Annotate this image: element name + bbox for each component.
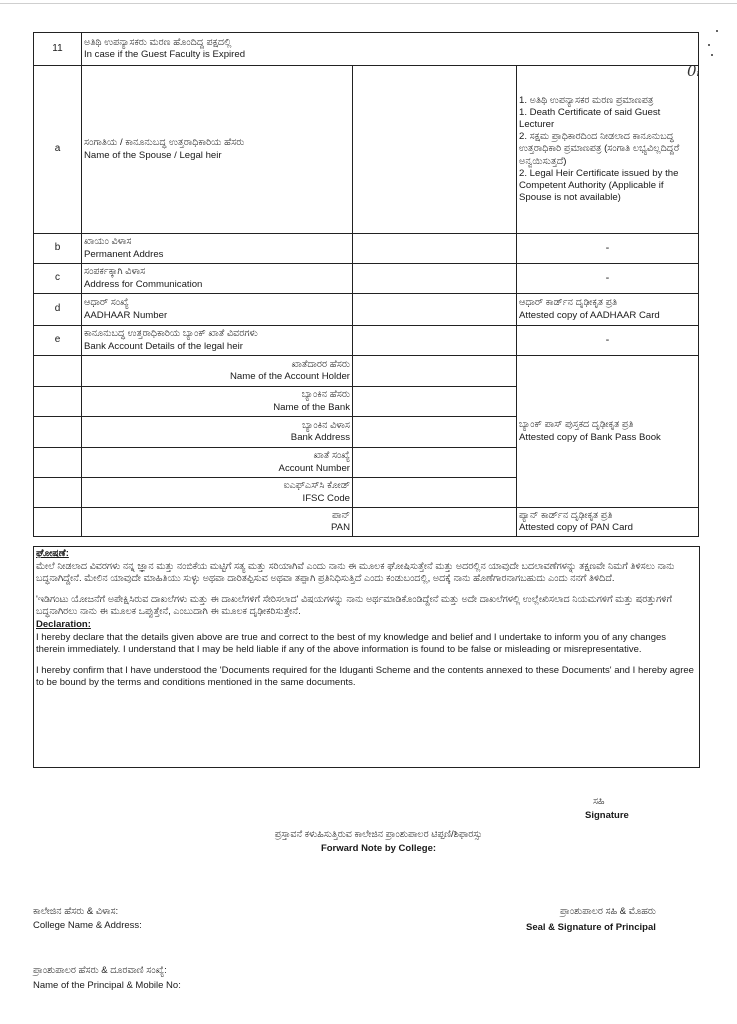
label-english: Bank Account Details of the legal heir (84, 340, 243, 352)
label-english: IFSC Code (302, 492, 350, 504)
signature-label: Signature (585, 810, 629, 821)
label-kannada: ಸಂಗಾತಿಯ / ಕಾನೂನುಬದ್ಧ ಉತ್ತರಾಧಿಕಾರಿಯ ಹೆಸರು (84, 137, 245, 149)
declaration-para1-kannada: ಮೇಲೆ ನೀಡಲಾದ ವಿವರಗಳು ನನ್ನ ಜ್ಞಾನ ಮತ್ತು ನಂಬಿಕೆಯ ಮಟ್ಟಿಗೆ ಸತ್ಯ ಮತ್ತು ಸರಿಯಾಗಿವೆ ಎಂದು ನಾನು ಈ ಮೂಲಕ ಘೋಷಿಸುತ್ತೇನೆ ಮತ್ತು ಅದರಲ್ಲಿನ ಯಾವುದೇ ಬದಲಾವಣೆಗಳನ್ನು ತಕ್ಷಣವೇ ನಿಮಗೆ ತಿಳಿಸಲು ನಾನು ಬದ್ಧನಾಗಿದ್ದೇನೆ. ಮೇಲಿನ ಯಾವುದೇ ಮಾಹಿತಿಯು ಸುಳ್ಳು ಅಥವಾ ದಾರಿತಪ್ಪಿಸುವ ಅಥವಾ ತಪ್ಪಾಗಿ ಪ್ರತಿನಿಧಿಸುತ್ತಿದೆ ಎಂದು ಕಂಡುಬಂದಲ್ಲಿ, ಅದಕ್ಕೆ ನಾನು ಹೊಣೆಗಾರನಾಗಬಹುದು ಎಂದು ನನಗೆ ತಿಳಿದಿದೆ. (36, 560, 675, 585)
label-kannada: ಆಧಾರ್ ಸಂಖ್ಯೆ (84, 297, 129, 309)
row-b (34, 234, 699, 264)
label-kannada: ಖಾತೆದಾರರ ಹೆಸರು (291, 358, 350, 370)
declaration-title-kannada: ಘೋಷಣೆ: (36, 548, 69, 559)
row-number: d (34, 294, 82, 326)
label-kannada: ಖಾಯಂ ವಿಳಾಸ (84, 236, 132, 248)
declaration-para2-kannada: 'ಇಡಿಗಂಟು ಯೋಜನೆಗೆ ಅಪೇಕ್ಷಿಸಿರುವ ದಾಖಲೆಗಳು ಮತ್ತು ಈ ದಾಖಲೆಗಳಿಗೆ ಸೇರಿಸಲಾದ' ವಿಷಯಗಳನ್ನು ನಾನು ಅರ್ಥಮಾಡಿಕೊಂಡಿದ್ದೇನೆ ಮತ್ತು ಅದೇ ದಾಖಲೆಗಳಲ್ಲಿ ಉಲ್ಲೇಖಿಸಲಾದ ನಿಯಮಗಳಿಗೆ ಮತ್ತು ಷರತ್ತುಗಳಿಗೆ ಬದ್ಧನಾಗಿರಲು ನಾನು ಈ ಮೂಲಕ ಒಪ್ಪುತ್ತೇನೆ, ಎಂಬುದಾಗಿ ಈ ಮೂಲಕ ದೃಢೀಕರಿಸುತ್ತೇನೆ. (36, 593, 672, 618)
forward-note-title: Forward Note by College: (320, 843, 437, 854)
ifsc-code-field[interactable] (353, 478, 517, 508)
doc-dash: - (517, 234, 699, 264)
doc-dash: - (517, 326, 699, 356)
principal-name-label: Name of the Principal & Mobile No: (33, 980, 181, 991)
doc-english: Attested copy of PAN Card (519, 522, 633, 533)
row-label (82, 478, 353, 508)
empty-cell (34, 448, 82, 478)
row-a (34, 66, 699, 234)
empty-cell (34, 356, 82, 387)
label-kannada: ಬ್ಯಾಂಕಿನ ಹೆಸರು (301, 389, 350, 401)
row-label (82, 387, 353, 417)
label-kannada: ಖಾತೆ ಸಂಖ್ಯೆ (313, 450, 350, 462)
row-label (82, 326, 353, 356)
declaration-para2: I hereby confirm that I have understood the 'Documents required for the Iduganti Scheme and the contents annexed to these Documents' and I hereby agree to be bound by the terms and conditions mentioned in the same documents. (36, 664, 694, 689)
label-kannada: ಸಂಪರ್ಕಕ್ಕಾಗಿ ವಿಳಾಸ (84, 266, 146, 278)
row-number: c (34, 264, 82, 294)
doc-kannada: ಬ್ಯಾಂಕ್ ಪಾಸ್ ಪುಸ್ತಕದ ದೃಢೀಕೃತ ಪ್ರತಿ (519, 419, 634, 431)
row-e (34, 326, 699, 356)
scan-dot (708, 44, 710, 46)
row-label (82, 33, 699, 66)
label-english: Permanent Addres (84, 248, 164, 260)
row-c (34, 264, 699, 294)
bank-name-field[interactable] (353, 387, 517, 417)
row-label (82, 417, 353, 448)
label-kannada: ಅತಿಥಿ ಉಪನ್ಯಾಸಕರು ಮರಣ ಹೊಂದಿದ್ದ ಪಕ್ಷದಲ್ಲಿ (84, 36, 232, 48)
label-english: Account Number (278, 462, 350, 474)
row-label (82, 508, 353, 537)
empty-cell (34, 387, 82, 417)
account-number-field[interactable] (353, 448, 517, 478)
doc-kannada: ಪ್ಯಾನ್ ಕಾರ್ಡ್‌ನ ದೃಢೀಕೃತ ಪ್ರತಿ (519, 509, 613, 521)
required-documents (517, 508, 699, 537)
doc-english: 1. Death Certificate of said Guest Lecturer (519, 106, 661, 130)
handwritten-mark: 0ᵢ (687, 62, 700, 80)
doc-dash: - (517, 264, 699, 294)
label-kannada: ಕಾನೂನುಬದ್ಧ ಉತ್ತರಾಧಿಕಾರಿಯ ಬ್ಯಾಂಕ್ ಖಾತೆ ವಿವರಗಳು (84, 328, 258, 340)
label-english: Name of the Bank (273, 401, 350, 413)
permanent-address-field[interactable] (353, 234, 517, 264)
principal-seal-label-kannada: ಪ್ರಾಂಶುಪಾಲರ ಸಹಿ & ಮೊಹರು (560, 906, 656, 917)
required-documents (517, 294, 699, 326)
row-label (82, 264, 353, 294)
doc-english: Attested copy of AADHAAR Card (519, 309, 660, 321)
doc-english: 2. Legal Heir Certificate issued by the Competent Authority (Applicable if Spouse is not available) (519, 167, 679, 204)
declaration-title: Declaration: (36, 618, 91, 630)
doc-kannada: ಆಧಾರ್ ಕಾರ್ಡ್‌ನ ದೃಢೀಕೃತ ಪ್ರತಿ (519, 297, 618, 309)
row-number: 11 (34, 33, 82, 66)
row-label (82, 294, 353, 326)
label-english: PAN (330, 522, 350, 533)
label-kannada: ಬ್ಯಾಂಕಿನ ವಿಳಾಸ (302, 419, 350, 431)
label-english: Bank Address (290, 432, 350, 443)
signature-label-kannada: ಸಹಿ (593, 796, 605, 807)
row-d (34, 294, 699, 326)
pan-field[interactable] (353, 508, 517, 537)
page-top-edge (0, 3, 737, 4)
row-number: b (34, 234, 82, 264)
account-holder-field[interactable] (353, 356, 517, 387)
row-label (82, 234, 353, 264)
label-kannada: ಪಾನ್ (332, 509, 350, 521)
principal-name-label-kannada: ಪ್ರಾಂಶುಪಾಲರ ಹೆಸರು & ದೂರವಾಣಿ ಸಂಖ್ಯೆ: (33, 965, 167, 976)
declaration-para1: I hereby declare that the details given above are true and correct to the best of my knowledge and belief and I undertake to inform you of any changes therein immediately. I understand that I may be held liable if any of the above information is found to be false or misleading or misrepresentative. (36, 631, 667, 656)
scan-dot (711, 54, 713, 56)
bank-row-account-holder (34, 356, 699, 387)
college-name-label: College Name & Address: (33, 920, 142, 931)
required-documents (517, 356, 699, 508)
bank-address-field[interactable] (353, 417, 517, 448)
scan-dot (716, 30, 718, 32)
row-number: e (34, 326, 82, 356)
doc-kannada: 2. ಸಕ್ಷಮ ಪ್ರಾಧಿಕಾರದಿಂದ ನೀಡಲಾದ ಕಾನೂನುಬದ್ಧ ಉತ್ತರಾಧಿಕಾರಿ ಪ್ರಮಾಣಪತ್ರ (ಸಂಗಾತಿ ಲಭ್ಯವಿಲ್ಲದಿದ್ದರೆ ಅನ್ವಯಿಸುತ್ತದೆ) (519, 131, 680, 167)
aadhaar-number-field[interactable] (353, 294, 517, 326)
required-documents (517, 66, 699, 234)
bank-row-pan (34, 508, 699, 537)
label-kannada: ಐಎಫ್‌ಎಸ್‌ಸಿ ಕೋಡ್ (283, 480, 350, 492)
empty-cell (34, 478, 82, 508)
principal-seal-label: Seal & Signature of Principal (526, 922, 656, 933)
college-name-label-kannada: ಕಾಲೇಜಿನ ಹೆಸರು & ವಿಳಾಸ: (33, 906, 119, 917)
row-label (82, 448, 353, 478)
doc-english: Attested copy of Bank Pass Book (519, 431, 661, 443)
declaration-box (33, 546, 700, 768)
label-english: Name of the Account Holder (230, 371, 350, 382)
forward-note-title-kannada: ಪ್ರಸ್ತಾವನೆ ಕಳುಹಿಸುತ್ತಿರುವ ಕಾಲೇಜಿನ ಪ್ರಾಂಶುಪಾಲರ ಟಿಪ್ಪಣಿ/ಶಿಫಾರಸ್ಸು (274, 829, 483, 840)
label-english: In case if the Guest Faculty is Expired (84, 49, 246, 60)
bank-details-field[interactable] (353, 326, 517, 356)
row-number: a (34, 66, 82, 234)
empty-cell (34, 508, 82, 537)
doc-kannada: 1. ಅತಿಥಿ ಉಪನ್ಯಾಸಕರ ಮರಣ ಪ್ರಮಾಣಪತ್ರ (519, 94, 654, 106)
communication-address-field[interactable] (353, 264, 517, 294)
empty-cell (34, 417, 82, 448)
row-label (82, 356, 353, 387)
label-english: Address for Communication (84, 278, 203, 290)
legal-heir-details-table (33, 32, 699, 537)
label-english: Name of the Spouse / Legal heir (84, 149, 222, 161)
row-11 (34, 33, 699, 66)
row-label (82, 66, 353, 234)
label-english: AADHAAR Number (84, 309, 168, 321)
spouse-name-field[interactable] (353, 66, 517, 234)
